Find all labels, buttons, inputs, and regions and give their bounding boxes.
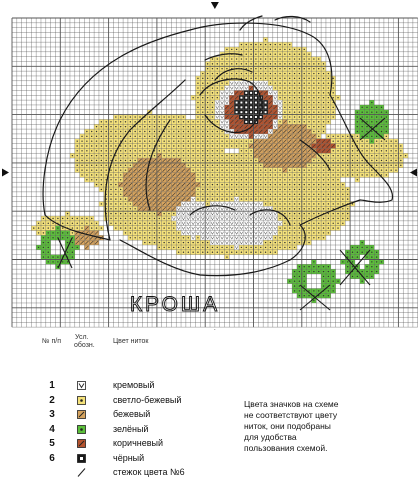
legend-row-color-name: чёрный (113, 452, 145, 463)
cream-symbol-icon (77, 381, 86, 390)
note-line: не соответствуют цвету (244, 410, 338, 420)
brown-symbol-icon (77, 439, 86, 448)
light-beige-symbol-icon (77, 396, 86, 405)
legend-row-number: 1 (49, 380, 55, 391)
legend-header-number: № п/п (42, 338, 61, 345)
legend-row-number: 6 (49, 452, 55, 464)
legend-row-color-name: стежок цвета №6 (113, 467, 185, 477)
note-line: Цвета значков на схеме (244, 399, 339, 409)
legend-row-number: 5 (49, 438, 55, 449)
backstitch-icon (77, 468, 86, 477)
black-symbol-icon (77, 454, 86, 463)
legend-row-color-name: бежевый (113, 409, 151, 419)
legend-row-color-name: зелёный (113, 423, 149, 434)
legend-row (0, 379, 230, 392)
legend-row (0, 452, 230, 465)
legend-row-color-name: кремовый (113, 380, 155, 390)
legend-row-color-name: светло-бежевый (113, 394, 182, 405)
legend-header-symbol-2: обозн. (74, 342, 95, 349)
legend-row (0, 423, 230, 436)
note-line: ниток, они подобраны (244, 421, 331, 431)
legend-header-symbol-1: Усл. (75, 334, 89, 341)
legend-row (0, 466, 230, 479)
legend-row-color-name: коричневый (113, 438, 164, 448)
color-note (244, 399, 404, 454)
legend-row (0, 437, 230, 450)
legend-header-color: Цвет ниток (113, 338, 149, 345)
legend-row-number: 4 (49, 423, 55, 435)
green-symbol-icon (77, 425, 86, 434)
beige-symbol-icon (77, 410, 86, 419)
note-line: пользования схемой. (244, 443, 328, 453)
legend-row-number: 2 (49, 394, 55, 406)
legend-row-number: 3 (49, 409, 55, 420)
legend (0, 330, 419, 479)
legend-row (0, 394, 230, 407)
chart-title-text: КРОША (129, 293, 221, 316)
legend-row (0, 408, 230, 421)
note-line: для удобства (244, 432, 297, 442)
